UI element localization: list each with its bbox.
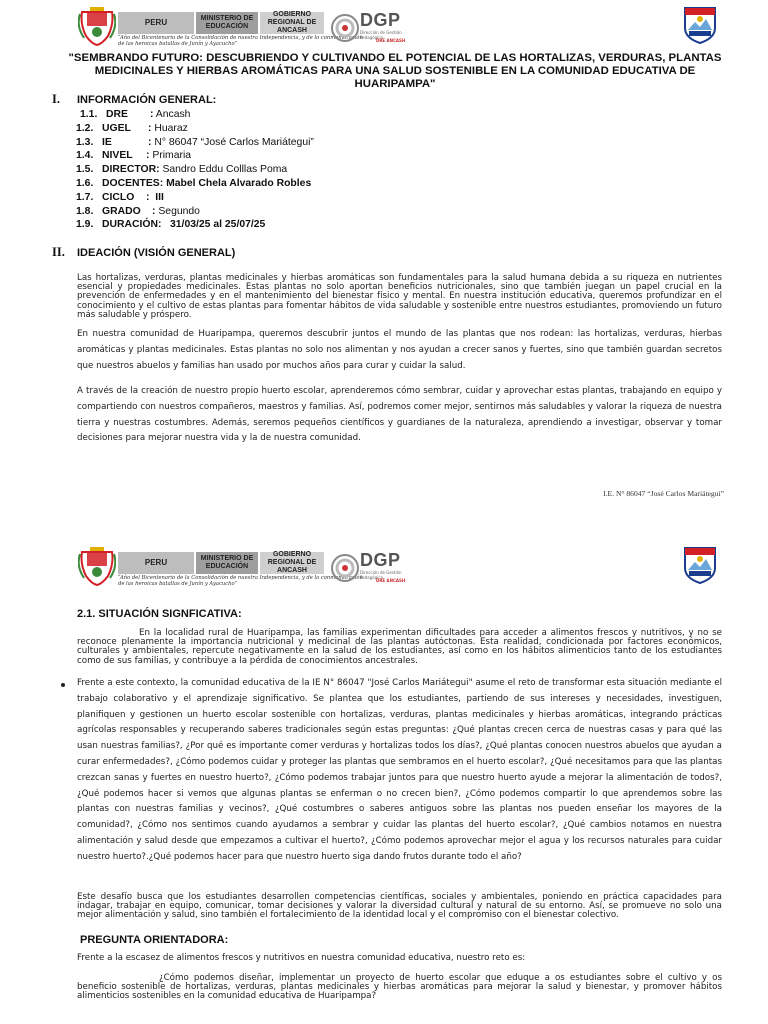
- page-footer: I.E. N° 86047 “José Carlos Mariátegui”: [603, 489, 724, 498]
- info-row-ugel: 1.2. UGEL : Huaraz: [76, 122, 188, 134]
- peru-label: PERU: [118, 552, 194, 574]
- institutional-header-2: [78, 546, 406, 590]
- school-shield-icon: [683, 6, 717, 44]
- institutional-header: [78, 6, 406, 50]
- ideation-paragraph-3: A través de la creación de nuestro propio huerto escolar, aprenderemos cómo sembrar, cuidar y aprovechar estas plantas, trabajando en equipo y compartiendo con nuestros compañeros, maestros y familias. Así, podremos comer mejor, sentirnos más saludables y valorar la riqueza de nuestra tierra y nuestras costumbres. Además, seremos pequeños científicos y guardianes de la naturaleza, aprendiendo a investigar, observar y tomar decisiones para mejorar nuestra vida y la de nuestra comunidad.: [77, 386, 722, 444]
- dgp-subtitle: Dirección de Gestión Pedagógica: [360, 30, 402, 40]
- dgp-logo: [330, 548, 416, 588]
- dgp-label: DGP: [360, 550, 401, 570]
- peru-coat-of-arms-icon: [78, 6, 116, 46]
- dgp-label: DGP: [360, 10, 401, 30]
- guiding-question-intro: Frente a la escasez de alimentos frescos y nutritivos en nuestra comunidad educativa, nuestro reto es:: [77, 953, 526, 963]
- section-1-heading: INFORMACIÓN GENERAL:: [77, 94, 217, 106]
- document-page-2: [0, 540, 768, 1024]
- info-row-ie: 1.3. IE : N° 86047 “José Carlos Mariátegui”: [76, 136, 314, 148]
- school-shield-icon: [683, 546, 717, 584]
- section-2-heading: IDEACIÓN (VISIÓN GENERAL): [77, 247, 236, 259]
- dgp-logo: [330, 8, 416, 48]
- dgp-emblem-icon: [330, 12, 360, 44]
- page-break: [0, 530, 768, 540]
- situation-paragraph-1: En la localidad rural de Huaripampa, las familias experimentan dificultades para acceder a alimentos frescos y nutritivos, y no se reconoce plenamente la importancia nutricional y medicinal de las plantas autóctonas. Esta realidad, condicionada por factores económicos, culturales y ambientales, repercute negativamente en la salud de los estudiantes, así como en los hábitos alimenticios tanto de los estudiantes como de sus familias, y contribuye a la pérdida de conocimientos ancestrales.: [77, 628, 722, 666]
- dgp-subtitle-2: DRE ANCASH: [376, 38, 406, 43]
- peru-coat-of-arms-icon: [78, 546, 116, 586]
- section-1-roman: I.: [52, 92, 60, 106]
- info-row-nivel: 1.4. NIVEL : Primaria: [76, 150, 192, 162]
- dgp-emblem-icon: [330, 552, 360, 584]
- section-2-roman: II.: [52, 245, 65, 259]
- ministry-label: MINISTERIO DE EDUCACIÓN: [194, 12, 258, 34]
- situation-heading: 2.1. SITUACIÓN SIGNFICATIVA:: [77, 608, 242, 620]
- ministry-label: MINISTERIO DE EDUCACIÓN: [194, 552, 258, 574]
- info-row-dre: 1.1. DRE : Ancash: [80, 109, 191, 120]
- guiding-question-text: ¿Cómo podemos diseñar, implementar un proyecto de huerto escolar que eduque a os estudiantes sobre el cultivo y os beneficio sostenible de hortalizas, verduras, plantas medicinales y hierbas aromáticas para mejorar la salud y bienestar, y promover hábitos alimenticios sostenibles en la comunidad educativa de Huaripampa?: [77, 973, 722, 1002]
- year-motto: “Año del Bicentenario de la Consolidación de nuestra Independencia, y de la conmemoración de las heroicas batallas de Junín y Ayacucho”: [118, 35, 363, 47]
- info-row-docentes: 1.6. DOCENTES: Mabel Chela Alvarado Robles: [76, 177, 312, 189]
- info-row-ciclo: 1.7. CICLO : III: [76, 191, 164, 203]
- info-row-director: 1.5. DIRECTOR: Sandro Eddu Colllas Poma: [76, 164, 288, 176]
- ideation-paragraph-2: En nuestra comunidad de Huaripampa, queremos descubrir juntos el mundo de las plantas que nos rodean: las hortalizas, verduras, hierbas aromáticas y plantas medicinales. Estas plantas no solo nos alimentan y nos ayudan a crecer sanos y fuertes, sino que también guardan secretos que nuestros abuelos y familias han usado por muchos años para curar y cuidar la salud.: [77, 329, 722, 371]
- info-row-duracion: 1.9. DURACIÓN: 31/03/25 al 25/07/25: [76, 219, 266, 231]
- ideation-paragraph-1: Las hortalizas, verduras, plantas medicinales y hierbas aromáticas son fundamentales para la salud humana debida a su riqueza en nutrientes esencial y propiedades medicinales. Estas plantas no solo aportan beneficios nutricionales, sino que también juegan un papel crucial en la prevención de enfermedades y en el mantenimiento del bienestar físico y mental. En nuestra institución educativa, queremos profundizar en el conocimiento y el cultivo de estas plantas para fomentar hábitos de vida saludable y sostenible entre nuestros estudiantes, promoviendo un futuro más saludable y próspero.: [77, 273, 722, 320]
- situation-paragraph-3: Este desafío busca que los estudiantes desarrollen competencias científicas, sociales y ambientales, poniendo en práctica capacidades para indagar, trabajar en equipo, comunicar, tomar decisiones y valorar la diversidad cultural y natural de su entorno. Así, se promueve no solo una mejor alimentación y salud, sino también el fortalecimiento de la identidad local y el compromiso con el bienestar colectivo.: [77, 892, 722, 921]
- situation-paragraph-2: Frente a este contexto, la comunidad educativa de la IE N° 86047 "José Carlos Mariátegui" asume el reto de transformar esta situación mediante el trabajo colaborativo y el aprendizaje significativo. Se plantea que los estudiantes, partiendo de sus intereses y necesidades, investiguen, planifiquen y gestionen un huerto escolar sostenible con hortalizas, verduras, plantas medicinales y hierbas aromáticas, integrando prácticas agrícolas responsables y recuperando saberes tradicionales según estas preguntas: ¿Qué plantas crecen cerca de nuestras casas y para qué las usan nuestras familias?, ¿Por qué es importante comer verduras y hortalizas todos los días?, ¿Qué plantas conocen nuestros abuelos que ayudan a curar enfermedades?, ¿Cómo podemos cuidar y proteger las plantas que sembramos en el huerto escolar?, ¿Qué necesitamos para que las plantas crezcan sanas y fuertes en nuestro huerto?, ¿Cómo podemos trabajar juntos para que nuestro huerto ayude a mejorar la alimentación de todos?, ¿Qué podemos hacer si vemos que algunas plantas se enferman o no crecen bien?, ¿Cómo podemos compartir lo que aprendemos sobre las plantas con nuestras familias y vecinos?, ¿Qué costumbres o saberes antiguos sobre las plantas nos pueden enseñar los mayores de la comunidad?, ¿Cómo nos sentimos cuando ayudamos a sembrar y cuidar las plantas del huerto escolar?, ¿Qué cambios notamos en nuestra alimentación y salud desde que empezamos a cultivar el huerto?, ¿Cómo podemos aprovechar mejor el agua y los recursos naturales para cuidar nuestro huerto?.¿Qué podemos hacer para que nuestro huerto siga dando frutos durante todo el año?: [77, 678, 722, 862]
- peru-label: PERU: [118, 12, 194, 34]
- dgp-subtitle-2: DRE ANCASH: [376, 578, 406, 583]
- general-info-list: [76, 108, 476, 232]
- regional-gov-label: GOBIERNO REGIONAL DE ANCASH: [258, 12, 324, 34]
- dgp-subtitle: Dirección de Gestión Pedagógica: [360, 570, 402, 580]
- bullet-icon: [61, 683, 65, 687]
- project-title: "SEMBRANDO FUTURO: DESCUBRIENDO Y CULTIVANDO EL POTENCIAL DE LAS HORTALIZAS, VERDURAS, PLANTAS MEDICINALES Y HIERBAS AROMÁTICAS PARA UNA SALUD SOSTENIBLE EN LA COMUNIDAD EDUCATIVA DE HUARIPAMPA": [68, 52, 722, 90]
- regional-gov-label: GOBIERNO REGIONAL DE ANCASH: [258, 552, 324, 574]
- guiding-question-heading: PREGUNTA ORIENTADORA:: [80, 934, 229, 946]
- info-row-grado: 1.8. GRADO : Segundo: [76, 205, 200, 217]
- year-motto: “Año del Bicentenario de la Consolidación de nuestra Independencia, y de la conmemoración de las heroicas batallas de Junín y Ayacucho”: [118, 575, 363, 587]
